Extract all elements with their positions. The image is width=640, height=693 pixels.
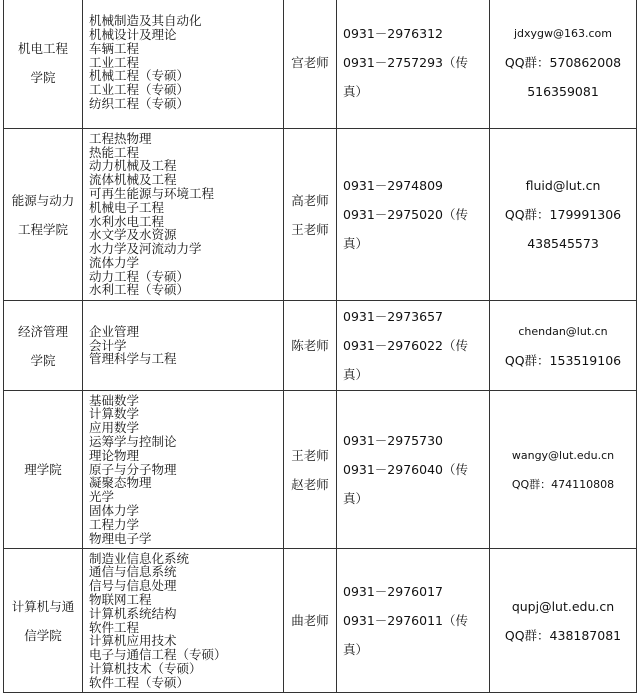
table-row bbox=[4, 301, 637, 391]
major-item: 计算机系统结构 bbox=[89, 605, 177, 621]
teacher-cell bbox=[284, 129, 337, 301]
major-item: 固体力学 bbox=[89, 502, 140, 518]
college-cell bbox=[4, 549, 83, 693]
majors-cell bbox=[83, 391, 284, 549]
major-item: 企业管理 bbox=[89, 323, 140, 339]
college-name-line: 能源与动力 bbox=[11, 192, 75, 208]
teacher-name: 高老师 bbox=[291, 192, 329, 208]
major-item: 原子与分子物理 bbox=[89, 461, 177, 477]
qq-group-text: 438545573 bbox=[527, 236, 599, 251]
teacher-cell bbox=[284, 301, 337, 391]
teacher-name: 王老师 bbox=[291, 221, 329, 237]
teacher-name: 宫老师 bbox=[291, 55, 329, 70]
phone-cell bbox=[337, 549, 490, 693]
admissions-contact-table bbox=[3, 0, 637, 693]
major-item: 工程热物理 bbox=[89, 130, 152, 146]
phone-text: 真） bbox=[343, 84, 369, 99]
major-item: 凝聚态物理 bbox=[89, 475, 152, 491]
teacher-cell bbox=[284, 549, 337, 693]
table-row bbox=[4, 549, 637, 693]
major-item: 软件工程 bbox=[89, 619, 140, 635]
phone-text: 0931－2976312 bbox=[343, 26, 443, 41]
teacher-name: 赵老师 bbox=[291, 476, 329, 492]
email-text: fluid@lut.cn bbox=[525, 178, 601, 193]
majors-cell bbox=[83, 129, 284, 301]
major-item: 水文学及水资源 bbox=[89, 227, 177, 243]
major-item: 水利工程（专硕） bbox=[89, 282, 190, 298]
major-item: 水利水电工程 bbox=[89, 213, 165, 229]
major-item: 软件工程（专硕） bbox=[89, 674, 190, 690]
phone-text: 0931－2757293（传 bbox=[343, 55, 468, 70]
teacher-name: 陈老师 bbox=[291, 338, 329, 353]
major-item: 机械制造及其自动化 bbox=[89, 13, 202, 29]
major-item: 流体力学 bbox=[89, 254, 140, 270]
major-item: 动力工程（专硕） bbox=[89, 268, 190, 284]
major-item: 电子与通信工程（专硕） bbox=[89, 647, 227, 663]
qq-group-text: 516359081 bbox=[527, 84, 599, 99]
major-item: 车辆工程 bbox=[89, 40, 140, 56]
major-item: 物联网工程 bbox=[89, 591, 152, 607]
contact-cell bbox=[490, 391, 637, 549]
college-name-line: 计算机与通 bbox=[11, 598, 75, 614]
qq-group-text: QQ群：570862008 bbox=[504, 55, 622, 70]
major-item: 机械工程（专硕） bbox=[89, 68, 190, 84]
phone-cell bbox=[337, 301, 490, 391]
major-item: 制造业信息化系统 bbox=[89, 550, 190, 566]
major-item: 基础数学 bbox=[89, 392, 140, 408]
major-item: 应用数学 bbox=[89, 420, 140, 436]
college-name-line: 机电工程 bbox=[17, 40, 68, 56]
college-name-line: 学院 bbox=[30, 69, 56, 85]
phone-cell bbox=[337, 129, 490, 301]
major-item: 纺织工程（专硕） bbox=[89, 95, 190, 111]
phone-text: 0931－2976022（传 bbox=[343, 338, 468, 353]
phone-cell bbox=[337, 391, 490, 549]
majors-cell bbox=[83, 301, 284, 391]
contact-cell bbox=[490, 0, 637, 129]
major-item: 理论物理 bbox=[89, 447, 140, 463]
email-text: qupj@lut.edu.cn bbox=[511, 598, 615, 614]
table-row bbox=[4, 391, 637, 549]
phone-text: 0931－2976040（传 bbox=[343, 462, 468, 477]
college-name-line: 信学院 bbox=[24, 627, 62, 643]
contact-cell bbox=[490, 549, 637, 693]
major-item: 信号与信息处理 bbox=[89, 578, 177, 594]
college-name-line: 学院 bbox=[30, 352, 56, 368]
major-item: 运筹学与控制论 bbox=[89, 434, 177, 449]
major-item: 计算机技术（专硕） bbox=[89, 660, 202, 676]
phone-text: 真） bbox=[343, 491, 369, 506]
teacher-cell bbox=[284, 0, 337, 129]
email-text: chendan@lut.cn bbox=[518, 324, 608, 338]
phone-text: 0931－2973657 bbox=[343, 309, 443, 324]
major-item: 流体机械及工程 bbox=[89, 172, 177, 188]
major-item: 水力学及河流动力学 bbox=[89, 241, 202, 257]
phone-text: 0931－2975730 bbox=[343, 433, 443, 448]
phone-text: 真） bbox=[343, 367, 369, 382]
teacher-name: 王老师 bbox=[291, 447, 329, 463]
major-item: 工程力学 bbox=[89, 516, 140, 532]
teacher-name: 曲老师 bbox=[291, 613, 329, 628]
email-text: jdxygw@163.com bbox=[513, 27, 613, 40]
phone-text: 0931－2974809 bbox=[343, 178, 443, 193]
major-item: 可再生能源与环境工程 bbox=[89, 185, 215, 201]
table-row bbox=[4, 0, 637, 129]
phone-text: 0931－2975020（传 bbox=[343, 207, 468, 222]
majors-cell bbox=[83, 0, 284, 129]
major-item: 热能工程 bbox=[89, 144, 140, 160]
major-item: 通信与信息系统 bbox=[89, 564, 177, 580]
college-cell bbox=[4, 301, 83, 391]
phone-text: 真） bbox=[343, 236, 369, 251]
major-item: 计算机应用技术 bbox=[89, 633, 177, 649]
college-cell bbox=[4, 391, 83, 549]
phone-text: 0931－2976017 bbox=[343, 584, 443, 599]
major-item: 物理电子学 bbox=[89, 530, 152, 546]
college-name-line: 经济管理 bbox=[17, 323, 68, 339]
college-name-line: 理学院 bbox=[24, 462, 62, 477]
major-item: 光学 bbox=[89, 489, 115, 505]
major-item: 工业工程 bbox=[89, 54, 140, 70]
college-cell bbox=[4, 0, 83, 129]
qq-group-text: QQ群：438187081 bbox=[504, 627, 622, 643]
contact-cell bbox=[490, 129, 637, 301]
email-text: wangy@lut.edu.cn bbox=[511, 448, 615, 462]
college-cell bbox=[4, 129, 83, 301]
table-row bbox=[4, 129, 637, 301]
major-item: 机械电子工程 bbox=[89, 199, 165, 215]
qq-group-text: QQ群：474110808 bbox=[511, 477, 615, 491]
majors-cell bbox=[83, 549, 284, 693]
major-item: 计算数学 bbox=[89, 406, 140, 422]
major-item: 会计学 bbox=[89, 337, 127, 353]
qq-group-text: QQ群：153519106 bbox=[504, 352, 622, 368]
phone-text: 真） bbox=[343, 642, 369, 657]
major-item: 机械设计及理论 bbox=[89, 27, 177, 42]
teacher-cell bbox=[284, 391, 337, 549]
major-item: 动力机械及工程 bbox=[89, 158, 177, 174]
phone-text: 0931－2976011（传 bbox=[343, 613, 468, 628]
college-name-line: 工程学院 bbox=[17, 221, 68, 237]
contact-cell bbox=[490, 301, 637, 391]
major-item: 工业工程（专硕） bbox=[89, 82, 190, 98]
major-item: 管理科学与工程 bbox=[89, 351, 177, 367]
qq-group-text: QQ群：179991306 bbox=[504, 207, 622, 222]
phone-cell bbox=[337, 0, 490, 129]
